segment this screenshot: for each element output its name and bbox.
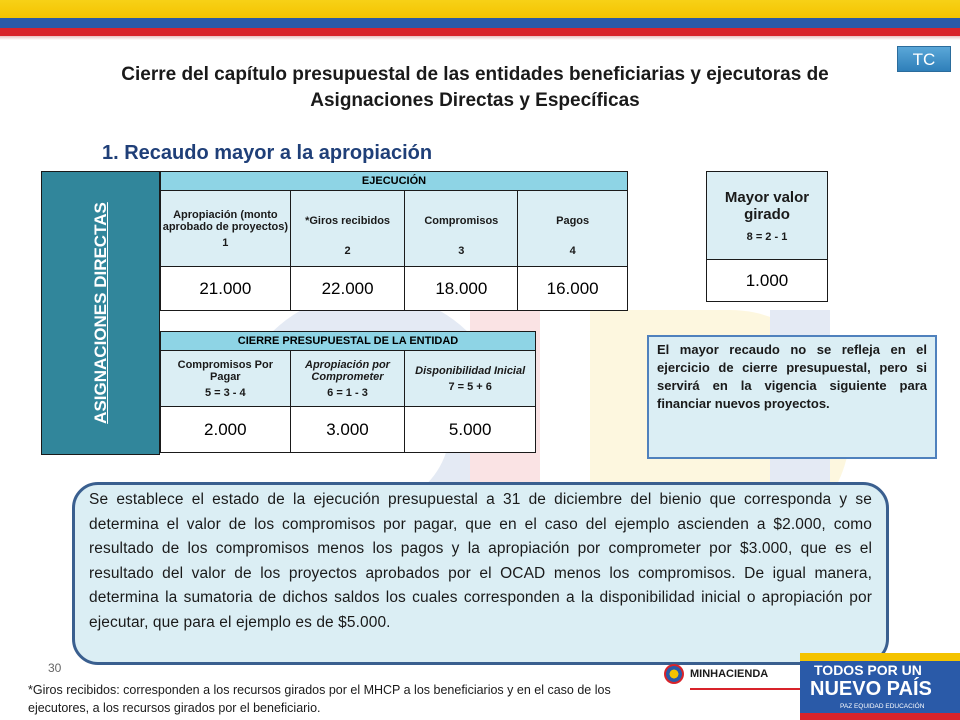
value-disponibilidad-inicial: 5.000 bbox=[405, 407, 536, 453]
colombia-flag-band bbox=[0, 0, 960, 40]
section-subtitle: 1. Recaudo mayor a la apropiación bbox=[102, 142, 433, 164]
col-formula: 7 = 5 + 6 bbox=[448, 380, 492, 393]
col-apropiacion bbox=[161, 191, 291, 267]
value-compromisos: 18.000 bbox=[405, 267, 518, 311]
col-apropiacion-por-comprometer bbox=[290, 351, 405, 407]
side-label-bar bbox=[41, 171, 160, 455]
col-formula: 6 = 1 - 3 bbox=[327, 386, 368, 399]
mayor-valor-label: Mayor valor girado bbox=[724, 188, 810, 223]
logo-line1: TODOS POR UN bbox=[814, 662, 922, 678]
col-disponibilidad-inicial bbox=[405, 351, 536, 407]
col-label: Pagos bbox=[556, 214, 590, 227]
col-label: Apropiación por Comprometer bbox=[305, 358, 390, 383]
ejecucion-header: EJECUCIÓN bbox=[161, 172, 628, 191]
nuevo-pais-logo bbox=[800, 653, 960, 720]
coat-of-arms-icon bbox=[664, 664, 684, 684]
col-giros bbox=[290, 191, 405, 267]
col-number: 1 bbox=[222, 236, 229, 249]
col-label: Disponibilidad Inicial bbox=[415, 364, 526, 377]
cierre-table bbox=[160, 331, 536, 453]
value-apropiacion-por-comprometer: 3.000 bbox=[290, 407, 405, 453]
ministry-name: MINHACIENDA bbox=[690, 668, 769, 680]
cierre-header: CIERRE PRESUPUESTAL DE LA ENTIDAD bbox=[161, 332, 536, 351]
value-apropiacion: 21.000 bbox=[161, 267, 291, 311]
mayor-valor-value: 1.000 bbox=[707, 260, 828, 302]
page-number: 30 bbox=[48, 661, 62, 675]
col-label: Apropiación (monto aprobado de proyectos) bbox=[162, 208, 288, 233]
col-compromisos-por-pagar bbox=[161, 351, 291, 407]
footnote: *Giros recibidos: corresponden a los recursos girados por el MHCP a los beneficiarios y en el caso de los ejecutores, a los recursos girados por el beneficiario. bbox=[28, 683, 611, 715]
tc-badge[interactable]: TC bbox=[897, 46, 951, 72]
col-pagos bbox=[518, 191, 628, 267]
col-label: *Giros recibidos bbox=[305, 214, 391, 227]
logo-line2: NUEVO PAÍS bbox=[810, 678, 932, 700]
note-box: El mayor recaudo no se refleja en el ejercicio de cierre presupuestal, pero si servirá en la vigencia siguiente para financiar nuevos proyectos. bbox=[647, 335, 937, 459]
col-number: 3 bbox=[458, 244, 465, 257]
col-number: 4 bbox=[569, 244, 576, 257]
value-giros: 22.000 bbox=[290, 267, 405, 311]
explanation-callout: Se establece el estado de la ejecución presupuestal a 31 de diciembre del bienio que corresponda y se determina el valor de los compromisos por pagar, que en el caso del ejemplo ascienden a $2.000, como resultado de los compromisos menos los pagos y la apropiación por comprometer por $3.000, que es el resultado del valor de los proyectos aprobados por el OCAD menos los compromisos. De igual manera, determina la sumatoria de dichos saldos los cuales corresponden a la disponibilidad inicial o apropiación por ejecutar, que para el ejemplo es de $5.000. bbox=[72, 482, 889, 665]
minhacienda-logo bbox=[664, 664, 768, 684]
value-pagos: 16.000 bbox=[518, 267, 628, 311]
mayor-valor-table bbox=[706, 171, 828, 302]
col-number: 2 bbox=[344, 244, 351, 257]
col-label: Compromisos bbox=[424, 214, 499, 227]
logo-line3: PAZ EQUIDAD EDUCACIÓN bbox=[840, 703, 925, 710]
side-label: ASIGNACIONES DIRECTAS bbox=[90, 202, 110, 424]
mayor-valor-formula: 8 = 2 - 1 bbox=[746, 230, 788, 243]
col-compromisos bbox=[405, 191, 518, 267]
mayor-valor-header bbox=[707, 172, 828, 260]
col-label: Compromisos Por Pagar bbox=[177, 358, 273, 383]
col-formula: 5 = 3 - 4 bbox=[204, 386, 246, 399]
page-title: Cierre del capítulo presupuestal de las entidades beneficiarias y ejecutoras de Asignaciones Directas y Específicas bbox=[121, 64, 829, 111]
value-compromisos-por-pagar: 2.000 bbox=[161, 407, 291, 453]
ejecucion-table bbox=[160, 171, 628, 311]
